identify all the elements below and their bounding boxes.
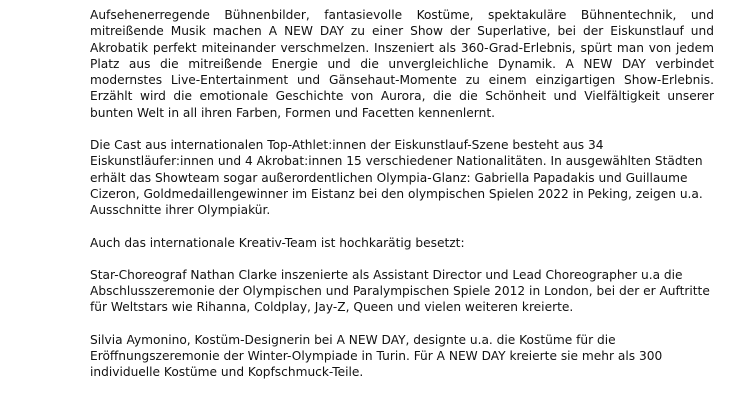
paragraph-spacer — [90, 121, 714, 137]
paragraph-spacer — [90, 316, 714, 332]
paragraph-costume-designer: Silvia Aymonino, Kostüm-Designerin bei A NEW DAY, designte u.a. die Kostüme für die Eröffnungszeremonie der Winter-Olympiade in Turin. Für A NEW DAY kreierte sie mehr als 300 individuelle Kostüme und Kopfschmuck-Teile. — [90, 332, 663, 380]
document-body — [90, 7, 714, 381]
paragraph-choreographer: Star-Choreograf Nathan Clarke inszenierte als Assistant Director und Lead Choreographer u.a die Abschlusszeremonie der Olympischen und Paralympischen Spiele 2012 in London, bei der er Auftritte für Weltstars wie Rihanna, Coldplay, Jay-Z, Queen und vielen weiteren kreierte. — [90, 267, 710, 315]
paragraph-spacer — [90, 219, 714, 235]
paragraph-show-description: Aufsehenerregende Bühnenbilder, fantasievolle Kostüme, spektakuläre Bühnentechnik, und mitreißende Musik machen A NEW DAY zu einer Show der Superlative, bei der Eiskunstlauf und Akrobatik perfekt miteinander verschmelzen. Inszeniert als 360-Grad-Erlebnis, spürt man von jedem Platz aus die mitreißende Energie und die unvergleichliche Dynamik. A NEW DAY verbindet modernstes Live-Entertainment und Gänsehaut-Momente zu einem einzigartigen Show-Erlebnis. Erzählt wird die emotionale Geschichte von Aurora, die die Schönheit und Vielfältigkeit unserer bunten Welt in all ihren Farben, Formen und Facetten kennenlernt. — [90, 8, 714, 120]
paragraph-cast: Die Cast aus internationalen Top-Athlet:innen der Eiskunstlauf-Szene besteht aus 34 Eiskunstläufer:innen und 4 Akrobat:innen 15 verschiedener Nationalitäten. In ausgewählten Städten erhält das Showteam sogar außerordentlichen Olympia-Glanz: Gabriella Papadakis und Guillaume Cizeron, Goldmedaillengewinner im Eistanz bei den olympischen Spielen 2022 in Peking, zeigen u.a. Ausschnitte ihrer Olympiakür. — [90, 138, 703, 218]
paragraph-spacer — [90, 251, 714, 267]
paragraph-creative-team-intro: Auch das internationale Kreativ-Team ist hochkarätig besetzt: — [90, 235, 465, 250]
